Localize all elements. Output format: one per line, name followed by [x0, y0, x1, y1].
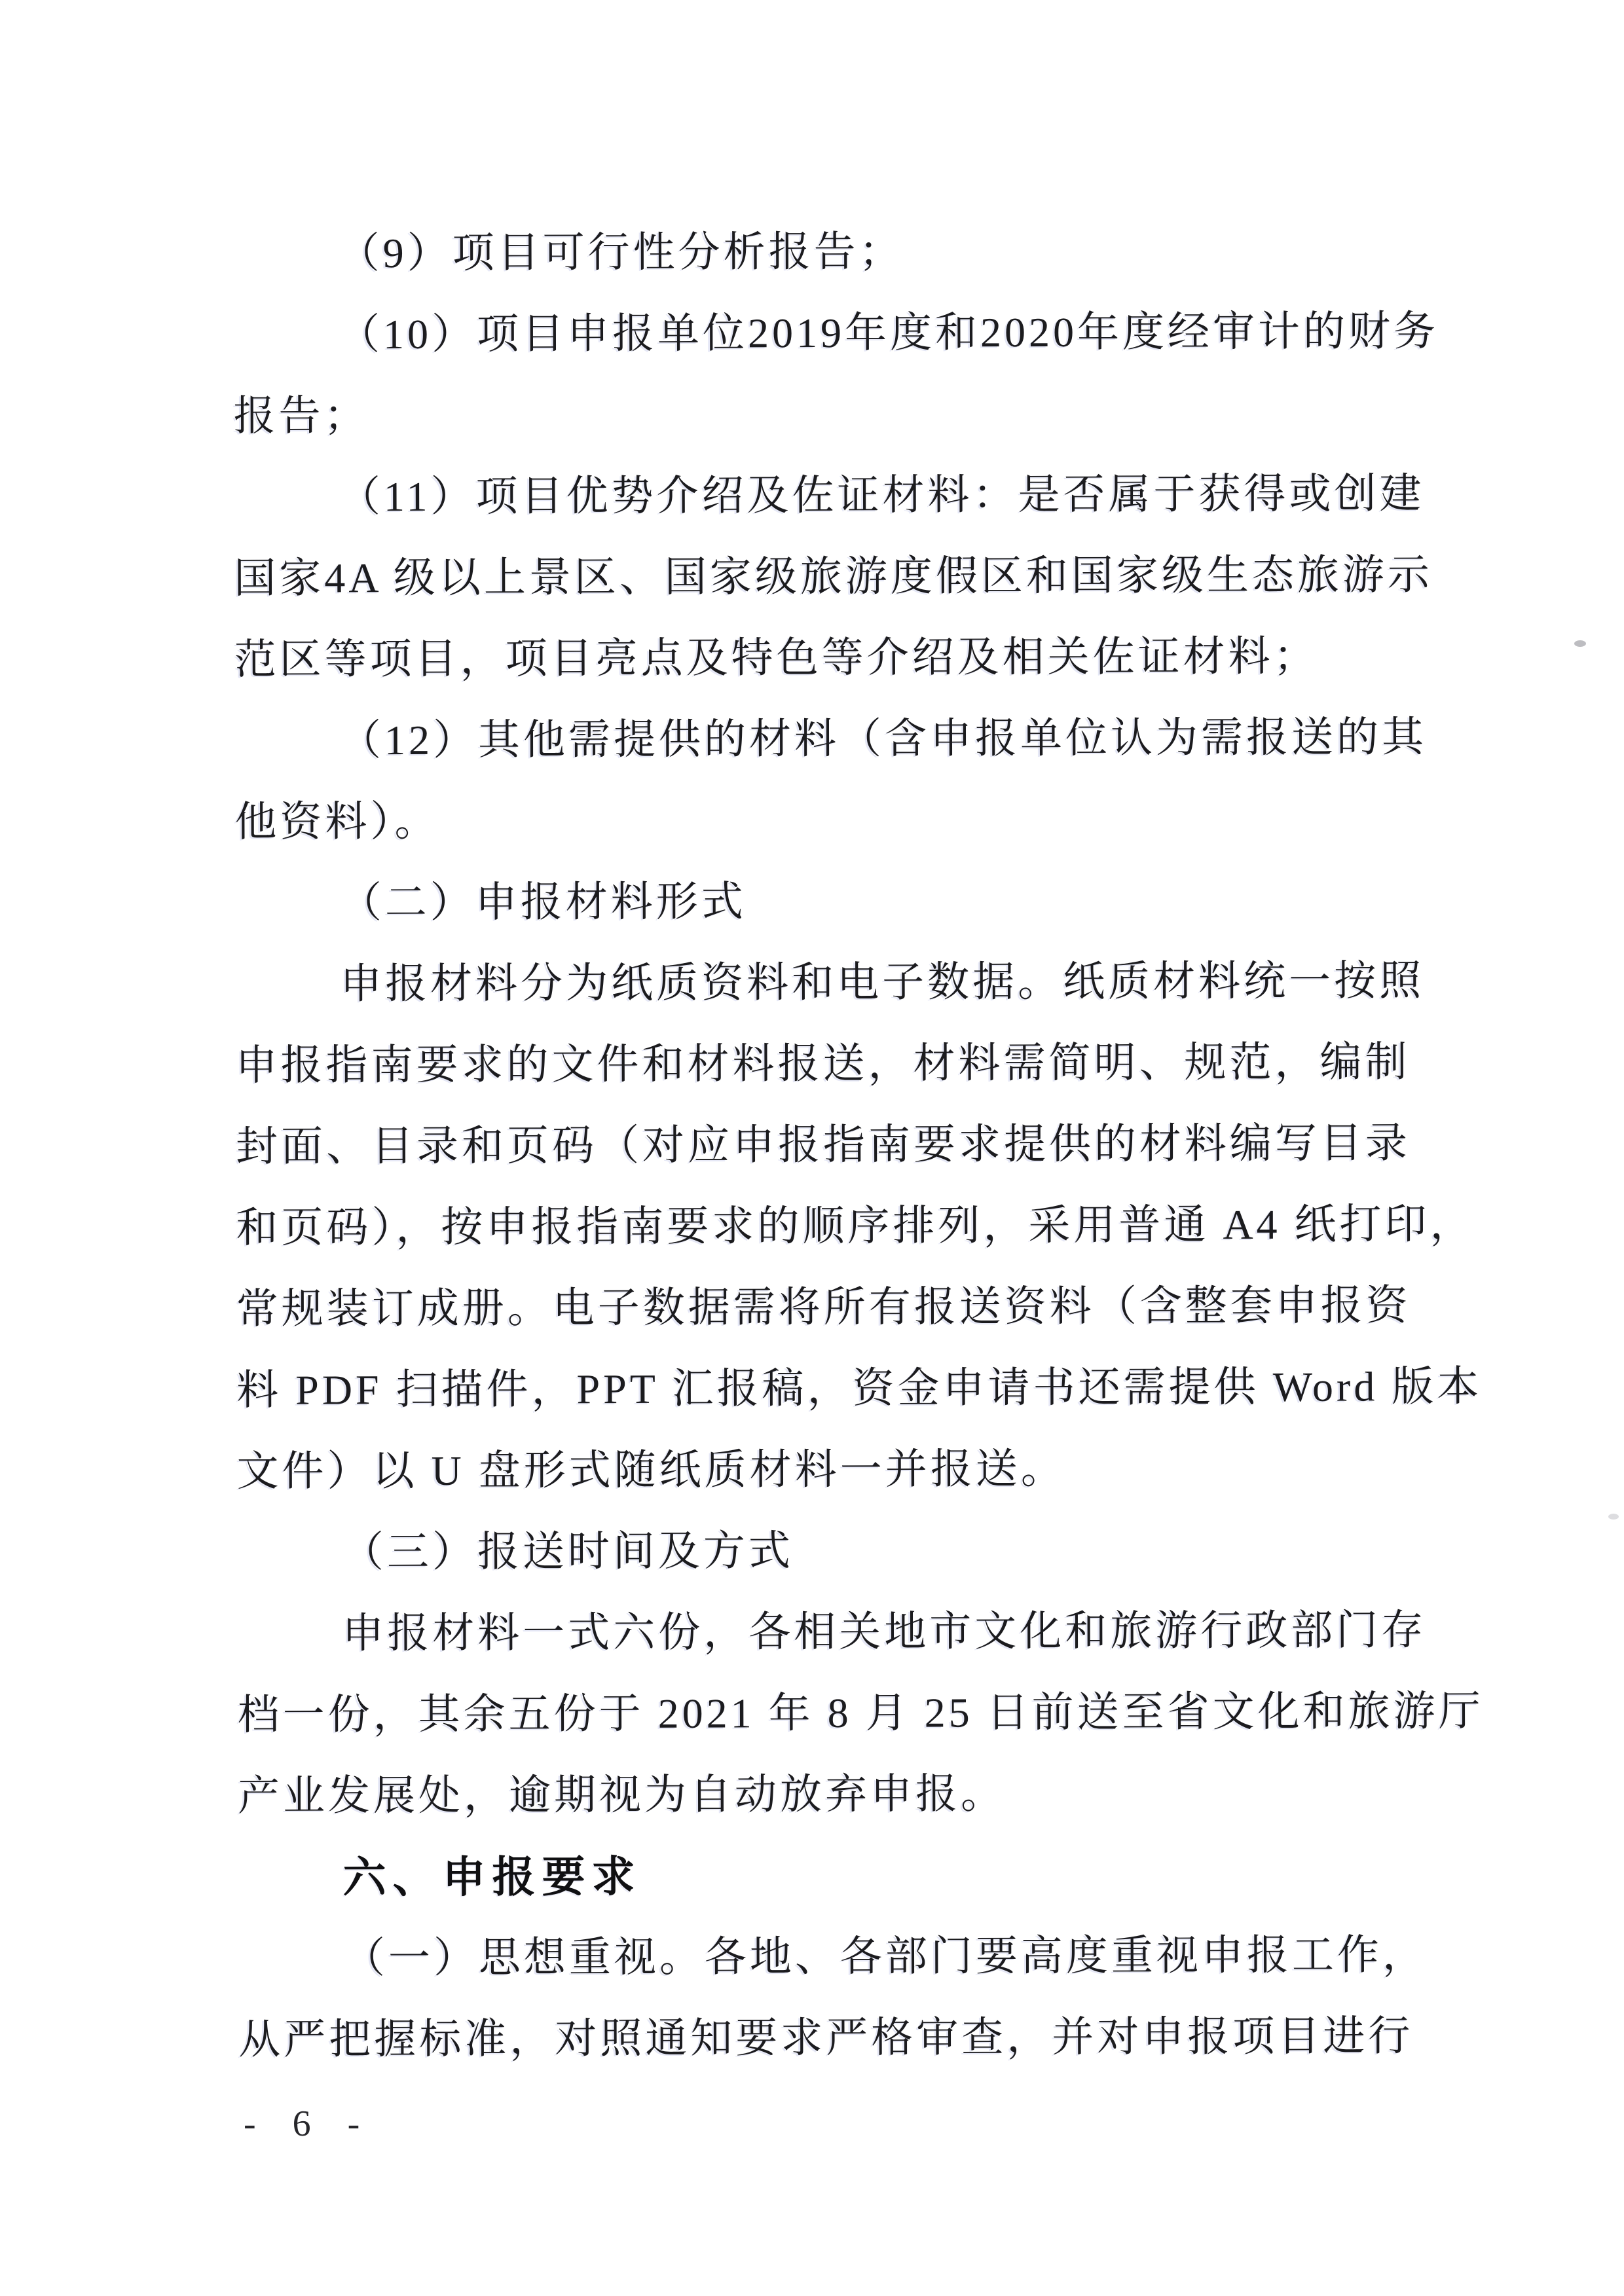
doc-line: 申报指南要求的文件和材料报送，材料需简明、规范，编制 [235, 1038, 1411, 1089]
scan-speck [1574, 640, 1586, 647]
doc-line: 产业发展处，逾期视为自动放弃申报。 [238, 1770, 1006, 1819]
doc-line: 申报材料一式六份，各相关地市文化和旅游行政部门存 [342, 1607, 1427, 1657]
scan-speck [1608, 1514, 1619, 1520]
doc-line: 报告； [233, 392, 369, 439]
doc-line: （11）项目优势介绍及佐证材料：是否属于获得或创建 [338, 470, 1425, 520]
doc-line: 国家4A 级以上景区、国家级旅游度假区和国家级生态旅游示 [234, 551, 1433, 602]
doc-line: （12）其他需提供的材料（含申报单位认为需报送的其 [339, 714, 1428, 764]
doc-line: （9）项目可行性分析报告； [337, 228, 904, 277]
doc-line: 文件）以 U 盘形式随纸质材料一并报送。 [236, 1445, 1066, 1495]
doc-line: 从严把握标准，对照通知要求严格审查，并对申报项目进行 [238, 2013, 1414, 2063]
doc-line: 封面、目录和页码（对应申报指南要求提供的材料编写目录 [235, 1120, 1411, 1170]
document-body [233, 210, 1484, 2081]
page-number: - 6 - [244, 2104, 371, 2144]
doc-line: 和页码），按申报指南要求的顺序排列，采用普通 A4 纸打印， [236, 1200, 1475, 1251]
doc-line: 他资料）。 [234, 797, 440, 845]
doc-line: 申报材料分为纸质资料和电子数据。纸质材料统一按照 [340, 957, 1425, 1008]
section-heading-six: 六、申报要求 [342, 1851, 642, 1902]
doc-line: 范区等项目，项目亮点及特色等介绍及相关佐证材料； [234, 632, 1319, 683]
subsection-heading-3: （三）报送时间及方式 [341, 1527, 794, 1576]
doc-line: （10）项目申报单位2019年度和2020年度经审计的财务 [337, 308, 1439, 358]
doc-line: 料 PDF 扫描件，PPT 汇报稿，资金申请书还需提供 Word 版本 [236, 1362, 1483, 1413]
doc-line: （一）思想重视。各地、各部门要高度重视申报工作， [342, 1931, 1428, 1982]
doc-line: 常规装订成册。电子数据需将所有报送资料（含整套申报资 [236, 1282, 1411, 1332]
subsection-heading-2: （二）申报材料形式 [339, 878, 747, 926]
doc-line: 档一份，其余五份于 2021 年 8 月 25 日前送至省文化和旅游厅 [237, 1687, 1484, 1738]
